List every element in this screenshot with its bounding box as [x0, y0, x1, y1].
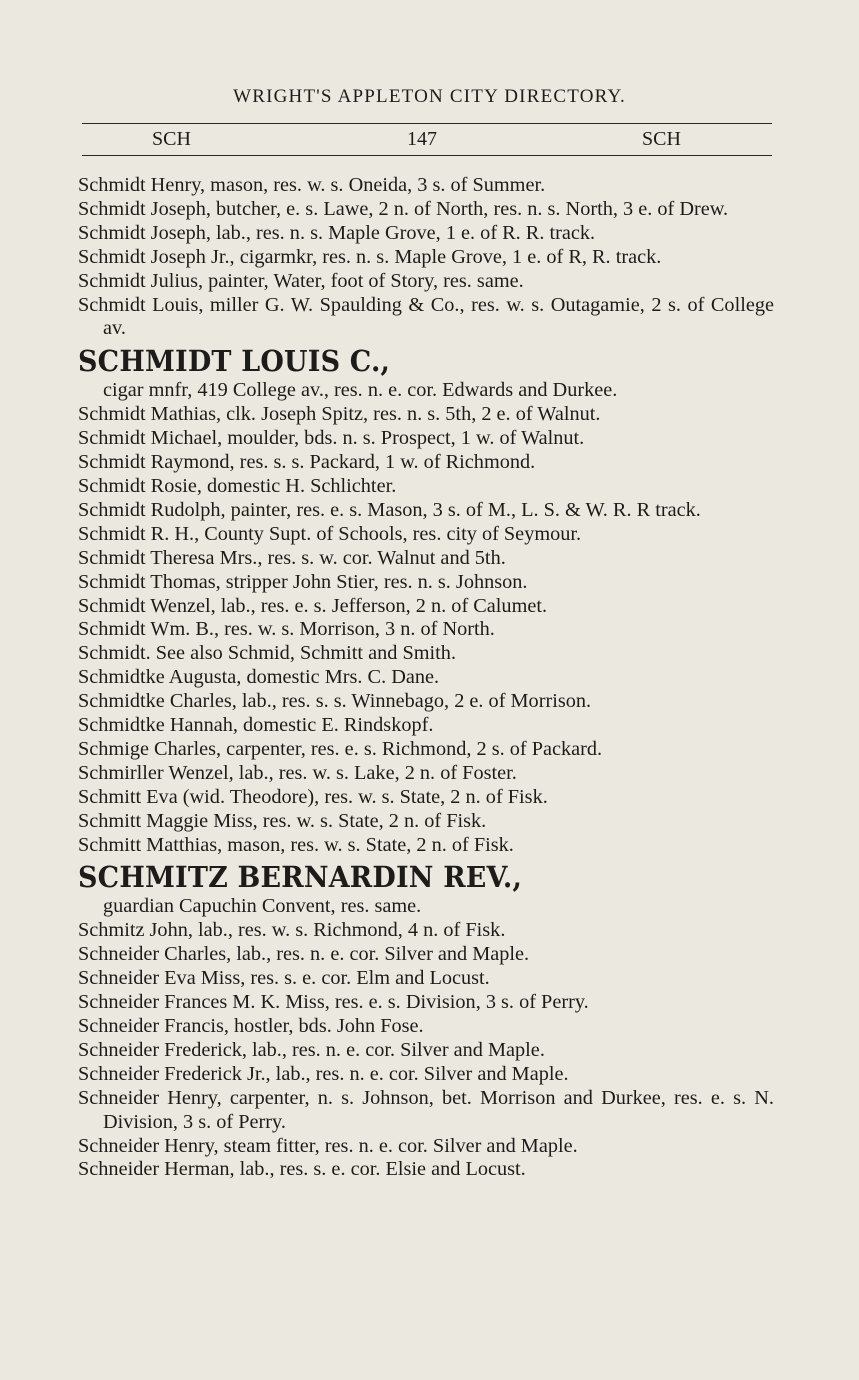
directory-entry: Schmidt Joseph, lab., res. n. s. Maple Grove, 1 e. of R. R. track.	[78, 221, 596, 244]
directory-entry: Schmidt Thomas, stripper John Stier, res. n. s. Johnson.	[78, 570, 528, 593]
directory-entry: Schmitt Matthias, mason, res. w. s. State, 2 n. of Fisk.	[78, 833, 514, 856]
directory-entry: Schneider Herman, lab., res. s. e. cor. Elsie and Locust.	[78, 1158, 526, 1181]
header-rule-top	[82, 123, 772, 124]
directory-entry: Schmidt Rosie, domestic H. Schlichter.	[78, 474, 397, 497]
directory-entry: Schneider Henry, steam fitter, res. n. e. cor. Silver and Maple.	[78, 1134, 578, 1157]
directory-entry: Schneider Francis, hostler, bds. John Fose.	[78, 1015, 424, 1037]
directory-entry: Schneider Frederick Jr., lab., res. n. e. cor. Silver and Maple.	[78, 1062, 569, 1085]
directory-entry: Schmidt Joseph Jr., cigarmkr, res. n. s. Maple Grove, 1 e. of R, R. track.	[78, 245, 662, 268]
directory-entry: Schmirller Wenzel, lab., res. w. s. Lake, 2 n. of Foster.	[78, 761, 517, 784]
directory-entry: Schneider Eva Miss, res. s. e. cor. Elm and Locust.	[78, 967, 490, 990]
directory-entry: Schmidt Henry, mason, res. w. s. Oneida, 3 s. of Summer.	[78, 174, 546, 196]
directory-entry: Schmige Charles, carpenter, res. e. s. Richmond, 2 s. of Packard.	[78, 737, 603, 760]
directory-entry: Schmitz John, lab., res. w. s. Richmond, 4 n. of Fisk.	[78, 919, 506, 942]
directory-entry: Schmidt Raymond, res. s. s. Packard, 1 w. of Richmond.	[78, 451, 536, 474]
header-right-guide: SCH	[642, 128, 681, 150]
directory-entry: Schmidt Wenzel, lab., res. e. s. Jefferson, 2 n. of Calumet.	[78, 594, 548, 617]
directory-entry: Schmitt Maggie Miss, res. w. s. State, 2 n. of Fisk.	[78, 809, 487, 832]
directory-entry: Schmidt Julius, painter, Water, foot of Story, res. same.	[78, 269, 524, 292]
directory-entry: Schmidtke Charles, lab., res. s. s. Winnebago, 2 e. of Morrison.	[78, 690, 592, 713]
bold-listing-detail: cigar mnfr, 419 College av., res. n. e. cor. Edwards and Durkee.	[103, 379, 618, 402]
directory-entry: Schmidt Mathias, clk. Joseph Spitz, res. n. s. 5th, 2 e. of Walnut.	[78, 403, 601, 426]
directory-entry: Schneider Charles, lab., res. n. e. cor. Silver and Maple.	[78, 943, 530, 966]
directory-entry: Schmitt Eva (wid. Theodore), res. w. s. State, 2 n. of Fisk.	[78, 785, 548, 808]
directory-entry: Schmidt Michael, moulder, bds. n. s. Prospect, 1 w. of Walnut.	[78, 427, 585, 450]
directory-entry: Schmidtke Hannah, domestic E. Rindskopf.	[78, 714, 434, 737]
directory-entry: Schmidt Wm. B., res. w. s. Morrison, 3 n. of North.	[78, 618, 495, 641]
header-left-guide: SCH	[152, 128, 191, 150]
directory-entry: Schneider Frances M. K. Miss, res. e. s. Division, 3 s. of Perry.	[78, 991, 589, 1014]
directory-entry: Schmidt Louis, miller G. W. Spaulding & Co., res. w. s. Outagamie, 2 s. of College av.	[78, 293, 774, 340]
page-header	[82, 128, 772, 154]
directory-entry: Schmidt Theresa Mrs., res. s. w. cor. Walnut and 5th.	[78, 546, 506, 569]
directory-entries	[78, 174, 774, 1182]
directory-entry: Schneider Frederick, lab., res. n. e. cor. Silver and Maple.	[78, 1038, 545, 1061]
directory-entry: Schmidtke Augusta, domestic Mrs. C. Dane.	[78, 666, 440, 689]
page-number: 147	[407, 128, 437, 150]
header-rule-bottom	[82, 155, 772, 156]
running-head: WRIGHT'S APPLETON CITY DIRECTORY.	[233, 86, 626, 107]
directory-entry: Schmidt R. H., County Supt. of Schools, res. city of Seymour.	[78, 522, 582, 545]
bold-listing-detail: guardian Capuchin Convent, res. same.	[103, 895, 422, 918]
directory-entry: Schmidt Joseph, butcher, e. s. Lawe, 2 n. of North, res. n. s. North, 3 e. of Drew.	[78, 197, 729, 220]
directory-entry: Schneider Henry, carpenter, n. s. Johnson, bet. Morrison and Durkee, res. e. s. N. Division, 3 s. of Perry.	[78, 1086, 774, 1133]
bold-listing-name: SCHMIDT LOUIS C.,	[78, 344, 391, 379]
bold-listing-name: SCHMITZ BERNARDIN REV.,	[78, 860, 523, 895]
directory-entry: Schmidt. See also Schmid, Schmitt and Smith.	[78, 642, 457, 665]
directory-entry: Schmidt Rudolph, painter, res. e. s. Mason, 3 s. of M., L. S. & W. R. R track.	[78, 498, 701, 521]
